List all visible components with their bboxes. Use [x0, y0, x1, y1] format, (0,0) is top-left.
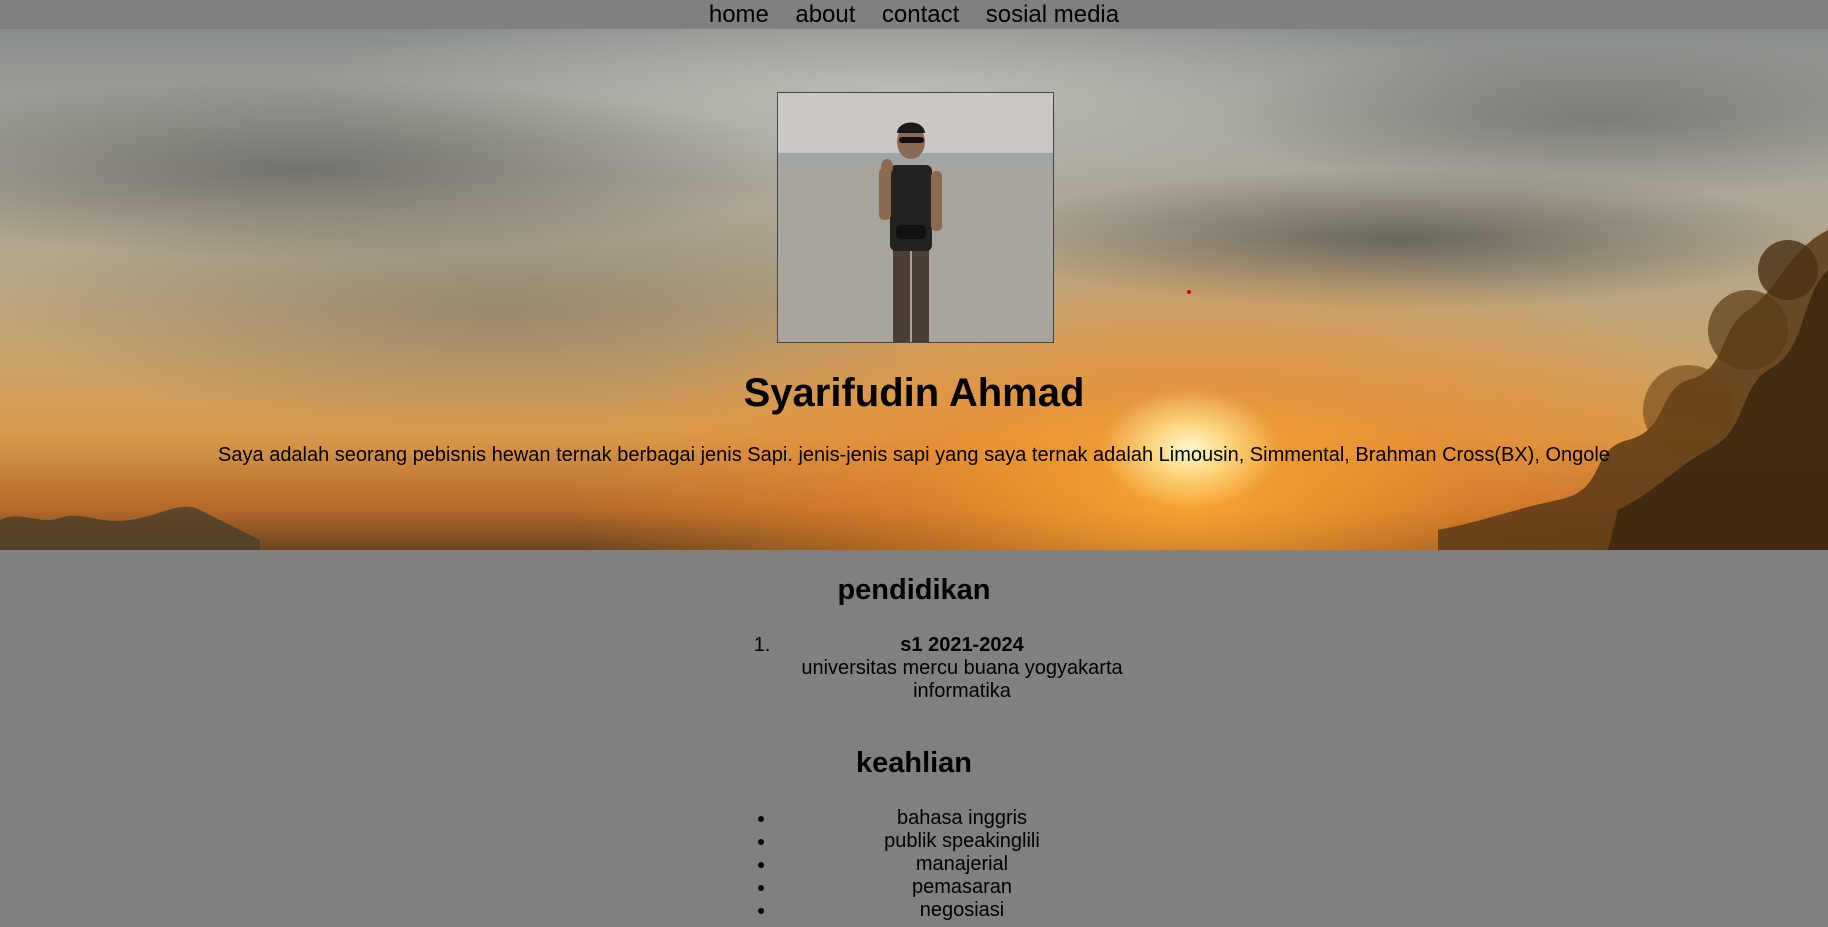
- nav-about-link[interactable]: about: [795, 1, 856, 28]
- skills-heading: keahlian: [855, 747, 973, 779]
- skill-item: • pemasaran: [776, 876, 1148, 899]
- profile-photo: [777, 92, 1054, 343]
- top-nav: [0, 0, 1828, 29]
- nav-social-media-link[interactable]: sosial media: [985, 1, 1120, 28]
- education-list: [752, 634, 1148, 703]
- education-item: [776, 634, 1148, 703]
- skill-item: • publik speakinglili: [776, 830, 1148, 853]
- education-heading: pendidikan: [837, 574, 991, 606]
- hero-banner: [0, 29, 1828, 550]
- nav-home-link[interactable]: home: [708, 1, 769, 28]
- nav-contact-link[interactable]: contact: [881, 1, 960, 28]
- skill-item: • bahasa inggris: [776, 807, 1148, 830]
- profile-name: Syarifudin Ahmad: [743, 371, 1085, 415]
- hero-content: [0, 29, 1828, 550]
- skill-item: • negosiasi: [776, 899, 1148, 922]
- person-photo-image: [778, 93, 1053, 342]
- education-degree: 1. s1 2021-2024: [900, 634, 1024, 656]
- skills-list: [752, 807, 1148, 922]
- skill-item: • manajerial: [776, 853, 1148, 876]
- profile-bio: Saya adalah seorang pebisnis hewan ternak berbagai jenis Sapi. jenis-jenis sapi yang saya ternak adalah Limousin, Simmental, Brahman Cross(BX), Ongole: [218, 444, 1610, 466]
- education-major: informatika: [913, 680, 1011, 702]
- education-school: universitas mercu buana yogyakarta: [801, 657, 1123, 679]
